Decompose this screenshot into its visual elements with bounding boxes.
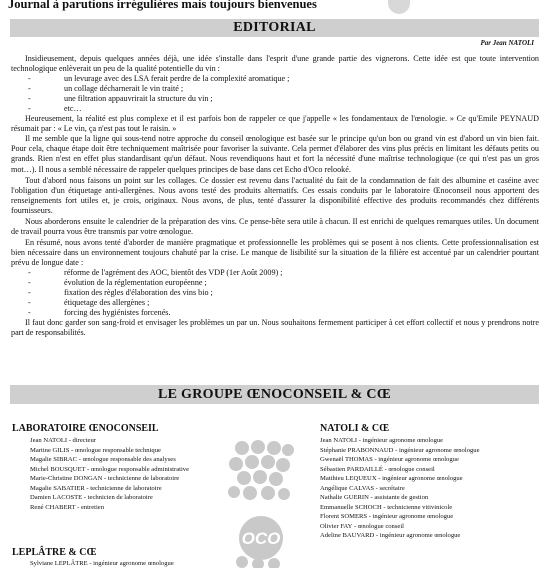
list-item: - étiquetage des allergènes ; [28, 298, 150, 308]
paragraph-resume: En résumé, nous avons tenté d'aborder de manière pragmatique et professionnelle les problèmes qui se posent à nos clients. Cette professionnalisation est bien nécessaire dans un environnement toujours chahuté par la crise. Le manque de lisibilité sur la situation de la filière est accentué par un calendrier pourtant prévu de longue date : [11, 237, 539, 267]
laboratoire-title: LABORATOIRE ŒNOCONSEIL [12, 423, 159, 434]
editorial-article [11, 54, 539, 338]
paragraph-collages: Tout d'abord nous faisons un point sur les collages. Ce dossier est revenu dans l'actualité du fait de la condamnation de fait des albumine et caséine avec l'obligation d'un étiquetage anti-allergènes. Nous avons testé des produits alternatifs. Ces essais conduits par le laboratoire Œnoconseil nous apportent des renseignements fort utiles et, je crois, originaux. Nous avons, de plus, tenté d'assurer la disponibilité effective des produits recommandés chez différents fournisseurs. [11, 175, 539, 215]
list-item: - un levurage avec des LSA ferait perdre de la complexité aromatique ; [28, 74, 290, 84]
paragraph-calendrier: Nous aborderons ensuite le calendrier de la préparation des vins. Ce pense-bête sera utile à chacun. Il est enrichi de quelques remarques utiles. Un document de travail pourra vous être transmis par votre œnologue. [11, 216, 539, 236]
list-item: - etc… [28, 104, 82, 114]
grape-logo-icon [228, 440, 294, 568]
staff-member: Jean NATOLI - directeur [30, 437, 96, 444]
list-item: - un collage décharnerait le vin traité ; [28, 84, 184, 94]
dash-icon: - [28, 308, 31, 318]
staff-member: Jean NATOLI - ingénieur agronome œnologue [320, 437, 444, 444]
paragraph-intro: Insidieusement, depuis quelques années déjà, une idée s'installe dans l'esprit d'une grande partie des vignerons. Cette idée est que toute intervention technologique enlèverait un peu de la qualité potentielle du vin : [11, 54, 539, 74]
paragraph-heureusement: Heureusement, la réalité est plus complexe et il est parfois bon de rappeler ce que j'appelle « les fondamentaux de l'œnologie. » Ce qu'Emile PEYNAUD résumait par : « Le vin, ça n'est pas tout le raisin. » [11, 114, 539, 134]
svg-text:OCO: OCO [241, 529, 281, 548]
staff-member: Damien LACOSTE - technicien de laboratoire [30, 494, 153, 501]
bullet-list-calendrier [11, 268, 539, 318]
oco-logo-icon [388, 0, 410, 14]
list-item: - une filtration appauvrirait la structure du vin ; [28, 94, 213, 104]
laboratoire-staff-list [30, 436, 189, 512]
staff-member: Stéphanie PRABONNAUD - ingénieur agronome œnologue [320, 446, 480, 454]
list-item: - fixation des règles d'élaboration des vins bio ; [28, 288, 213, 298]
editorial-title: EDITORIAL [10, 19, 539, 37]
dash-icon: - [28, 267, 31, 277]
staff-member: Adeline BAUVARD - ingénieur agronome œnologue [320, 532, 461, 539]
staff-member: Marie-Christine DONGAN - technicienne de laboratoire [30, 475, 180, 482]
journal-tagline: Journal à parutions irrégulières mais toujours bienvenues [8, 0, 317, 11]
groupe-title: LE GROUPE ŒNOCONSEIL & CŒ [10, 385, 539, 404]
staff-member: Gwenaël THOMAS - ingénieur agronome œnologue [320, 456, 459, 463]
staff-member: Sébastien PARDAILLÉ - œnologue conseil [320, 465, 435, 473]
dash-icon: - [28, 298, 31, 308]
dash-icon: - [28, 94, 31, 104]
staff-member: Sylviane LEPLÂTRE - ingénieur agronome œnologue [30, 560, 174, 567]
bullet-list-interventions [11, 74, 539, 114]
leplatre-staff-list [30, 559, 174, 569]
list-item: - forcing des hygiénistes forcenés. [28, 308, 171, 318]
staff-member: Florent SOMERS - ingénieur agronome œnologue [320, 513, 454, 520]
paragraph-conclusion: Il faut donc garder son sang-froid et envisager les problèmes un par un. Nous souhaitons fermement participer à cet effort collectif et nous y prendrons notre part de responsabilités. [11, 318, 539, 338]
natoli-staff-list [320, 436, 480, 541]
paragraph-semble: Il me semble que la ligne qui sous-tend notre approche du conseil œnologique est basée sur le principe qu'un bon ou grand vin est d'abord un vin bien fait. Pour cela, chaque étape doit être techniquement maîtrisée pour favoriser la suivante. Cela permet d'élaborer des vins plus précis en limitant les défauts petits ou grands. Rien n'est en effet plus standardisant qu'un défaut. Nous revendiquons haut et fort la nécessité d'une maîtrise technologique (ce qui n'est pas un gros mot…). Il nous a semblé nécessaire de rappeler quelques principes de base dans cet Echo d'Oco relooké. [11, 134, 539, 174]
staff-member: Olivier FAY - œnologue conseil [320, 522, 404, 530]
dash-icon: - [28, 84, 31, 94]
staff-member: Martine GILIS - œnologue responsable technique [30, 446, 161, 454]
dash-icon: - [28, 74, 31, 84]
staff-member: Magalie SABATIER - technicienne de laboratoire [30, 484, 162, 492]
staff-member: René CHABERT - entretien [30, 503, 105, 511]
staff-member: Magalie SIBRAC - œnologue responsable des analyses [30, 456, 176, 463]
staff-member: Matthieu LEQUEUX - ingénieur agronome œnologue [320, 475, 463, 482]
dash-icon: - [28, 288, 31, 298]
staff-member: Angélique CALVAS - secrétaire [320, 484, 405, 492]
dash-icon: - [28, 278, 31, 288]
natoli-title: NATOLI & CŒ [320, 423, 390, 434]
list-item: - évolution de la réglementation européenne ; [28, 278, 207, 288]
editorial-byline: Par Jean NATOLI [480, 39, 534, 47]
staff-member: Nathalie GUERIN - assistante de gestion [320, 494, 429, 501]
dash-icon: - [28, 104, 31, 114]
staff-member: Emmanuelle SCHOCH - technicienne vitivinicole [320, 503, 453, 511]
list-item: - réforme de l'agrément des AOC, bientôt des VDP (1er Août 2009) ; [28, 267, 283, 277]
staff-member: Michel BOUSQUET - œnologue responsable administrative [30, 465, 190, 473]
leplatre-title: LEPLÂTRE & CŒ [12, 547, 97, 558]
